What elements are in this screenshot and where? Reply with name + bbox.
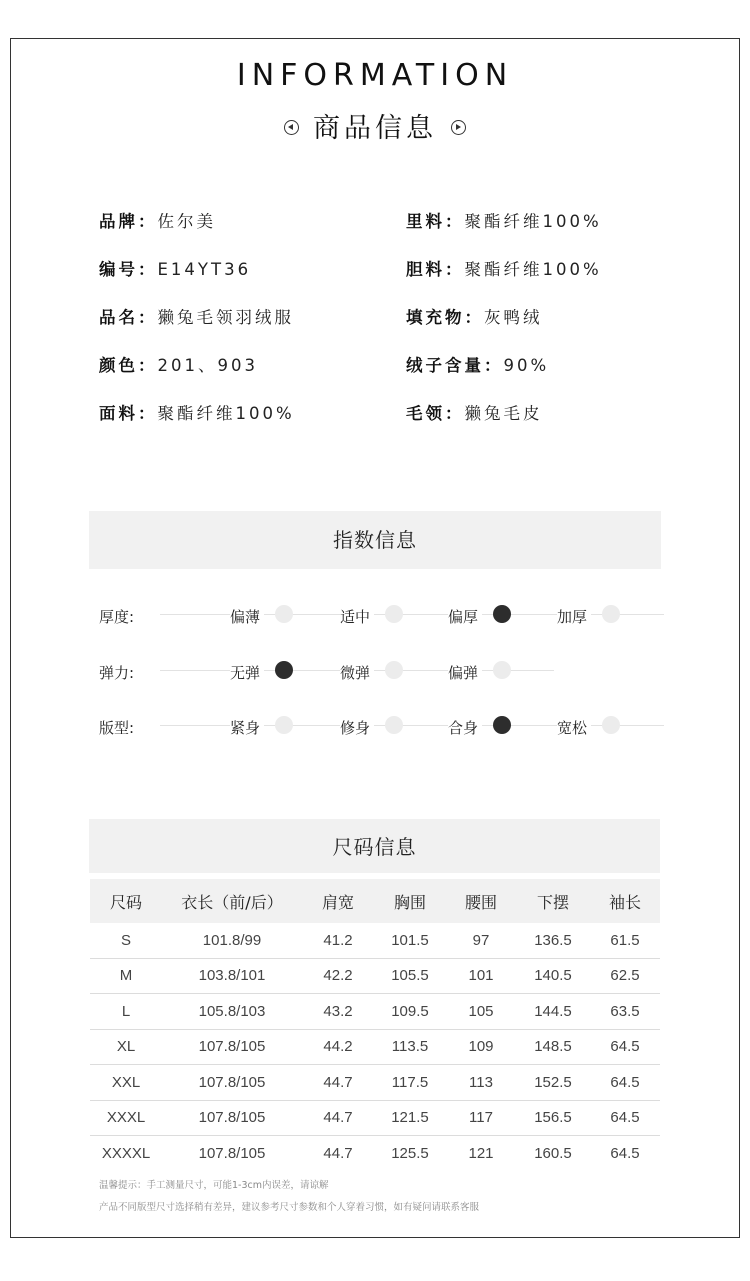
spec-name (99, 304, 294, 328)
spec-collar (406, 400, 543, 424)
index-dot-selected (275, 661, 293, 679)
size-col-header: 袖长 (590, 879, 660, 923)
index-option: 紧身 (230, 717, 264, 738)
table-cell: 64.5 (610, 1144, 640, 1162)
index-option: 偏厚 (448, 606, 482, 627)
table-cell: 44.2 (302, 1029, 374, 1065)
spec-key: 里料： (406, 212, 465, 231)
index-option: 微弹 (340, 662, 374, 683)
size-col-header: 衣长（前/后） (162, 879, 302, 923)
table-cell: 44.7 (323, 1144, 353, 1162)
spec-brand (99, 208, 216, 232)
spec-fabric (99, 400, 295, 424)
arrow-right-icon (451, 120, 466, 135)
spec-key: 颜色： (99, 356, 158, 375)
index-option: 加厚 (557, 606, 591, 627)
spec-key: 胆料： (406, 260, 465, 279)
table-cell: 160.5 (534, 1144, 572, 1162)
table-cell: 62.5 (590, 958, 660, 994)
table-cell: 107.8/105 (162, 1029, 302, 1065)
spec-key: 面料： (99, 404, 158, 423)
table-cell: 103.8/101 (162, 958, 302, 994)
spec-key: 填充物： (406, 308, 484, 327)
table-cell: XXXL (90, 1100, 162, 1136)
spec-value: 獭兔毛皮 (464, 404, 543, 423)
table-cell: 44.7 (302, 1100, 374, 1136)
table-cell: 42.2 (302, 958, 374, 994)
index-label-elasticity: 弹力: (99, 664, 135, 682)
table-cell: 156.5 (516, 1100, 590, 1136)
spec-value: 90% (503, 356, 550, 375)
index-dot (385, 605, 403, 623)
index-dot (385, 716, 403, 734)
index-option: 修身 (340, 717, 374, 738)
table-cell: XL (90, 1029, 162, 1065)
spec-key: 品名： (99, 308, 158, 327)
table-row (90, 1100, 660, 1136)
index-option: 偏弹 (448, 662, 482, 683)
index-dot (493, 661, 511, 679)
index-dot (275, 716, 293, 734)
table-cell: 101 (446, 958, 516, 994)
table-cell: XXL (90, 1065, 162, 1101)
table-cell: 144.5 (516, 994, 590, 1030)
size-col-header: 腰围 (446, 879, 516, 923)
table-cell: XXXXL (101, 1144, 151, 1162)
index-label-fit: 版型: (99, 719, 135, 737)
table-cell: 121 (468, 1144, 494, 1162)
table-cell: 107.8/105 (162, 1100, 302, 1136)
table-cell: 148.5 (516, 1029, 590, 1065)
table-cell: 61.5 (590, 923, 660, 958)
spec-inner (406, 256, 602, 280)
spec-value: 聚酯纤维100% (157, 404, 295, 423)
page-title-cn (0, 106, 750, 145)
table-cell: 140.5 (516, 958, 590, 994)
table-cell: 105 (446, 994, 516, 1030)
table-row (90, 1029, 660, 1065)
table-cell: 113.5 (374, 1029, 446, 1065)
table-cell: 113 (446, 1065, 516, 1101)
table-row (90, 923, 660, 958)
spec-filling (406, 304, 543, 328)
table-cell: 41.2 (302, 923, 374, 958)
table-cell: S (90, 923, 162, 958)
index-section-title: 指数信息 (89, 511, 661, 569)
table-cell: 136.5 (516, 923, 590, 958)
spec-key: 品牌： (99, 212, 158, 231)
table-cell: 107.8/105 (162, 1065, 302, 1101)
size-col-header: 下摆 (516, 879, 590, 923)
table-row (90, 1136, 660, 1171)
table-cell: 43.2 (302, 994, 374, 1030)
table-cell: 121.5 (374, 1100, 446, 1136)
table-cell: 109.5 (374, 994, 446, 1030)
spec-value: 灰鸭绒 (484, 308, 543, 327)
spec-down-content (406, 352, 549, 376)
index-dot (275, 605, 293, 623)
table-cell: 117.5 (374, 1065, 446, 1101)
spec-value: 201、903 (157, 356, 258, 375)
table-cell: 101.5 (374, 923, 446, 958)
size-section-title: 尺码信息 (89, 819, 660, 873)
page-title-en: INFORMATION (236, 58, 514, 93)
table-cell: 97 (446, 923, 516, 958)
index-dot-selected (493, 605, 511, 623)
index-label-thickness: 厚度: (99, 608, 135, 626)
index-option: 宽松 (557, 717, 591, 738)
table-cell: 109 (446, 1029, 516, 1065)
arrow-left-icon (284, 120, 299, 135)
table-cell: 152.5 (516, 1065, 590, 1101)
table-row (90, 994, 660, 1030)
page-title-cn-text: 商品信息 (313, 113, 437, 144)
spec-key: 绒子含量： (406, 356, 504, 375)
table-row (90, 1065, 660, 1101)
spec-lining (406, 208, 602, 232)
index-option: 适中 (340, 606, 374, 627)
spec-key: 编号： (99, 260, 158, 279)
index-option: 合身 (448, 717, 482, 738)
index-dot-selected (493, 716, 511, 734)
table-cell: 117 (446, 1100, 516, 1136)
size-note-advice: 产品不同版型尺寸选择稍有差异，建议参考尺寸参数和个人穿着习惯，如有疑问请联系客服 (99, 1202, 480, 1213)
index-option: 偏薄 (230, 606, 264, 627)
index-dot (602, 716, 620, 734)
index-option: 无弹 (230, 662, 264, 683)
spec-value: 聚酯纤维100% (464, 260, 602, 279)
table-cell: 64.5 (590, 1065, 660, 1101)
spec-value: 佐尔美 (157, 212, 216, 231)
spec-value: 獭兔毛领羽绒服 (157, 308, 294, 327)
spec-value: E14YT36 (157, 260, 252, 279)
table-row (90, 958, 660, 994)
size-col-header: 肩宽 (302, 879, 374, 923)
table-cell: L (90, 994, 162, 1030)
spec-code (99, 256, 251, 280)
table-cell: 63.5 (590, 994, 660, 1030)
table-cell: 101.8/99 (162, 923, 302, 958)
table-cell: 64.5 (590, 1100, 660, 1136)
table-cell: 105.8/103 (162, 994, 302, 1030)
index-dot (602, 605, 620, 623)
size-note-measurement: 温馨提示：手工测量尺寸，可能1-3cm内误差，请谅解 (99, 1180, 329, 1191)
table-cell: 44.7 (302, 1065, 374, 1101)
table-cell: 105.5 (374, 958, 446, 994)
spec-color (99, 352, 258, 376)
spec-value: 聚酯纤维100% (464, 212, 602, 231)
size-table-header (90, 879, 660, 923)
table-cell: M (90, 958, 162, 994)
size-col-header: 尺码 (90, 879, 162, 923)
spec-key: 毛领： (406, 404, 465, 423)
table-cell: 125.5 (391, 1144, 429, 1162)
table-cell: 107.8/105 (198, 1144, 266, 1162)
size-table (90, 879, 660, 1171)
table-cell: 64.5 (590, 1029, 660, 1065)
index-dot (385, 661, 403, 679)
size-col-header: 胸围 (374, 879, 446, 923)
